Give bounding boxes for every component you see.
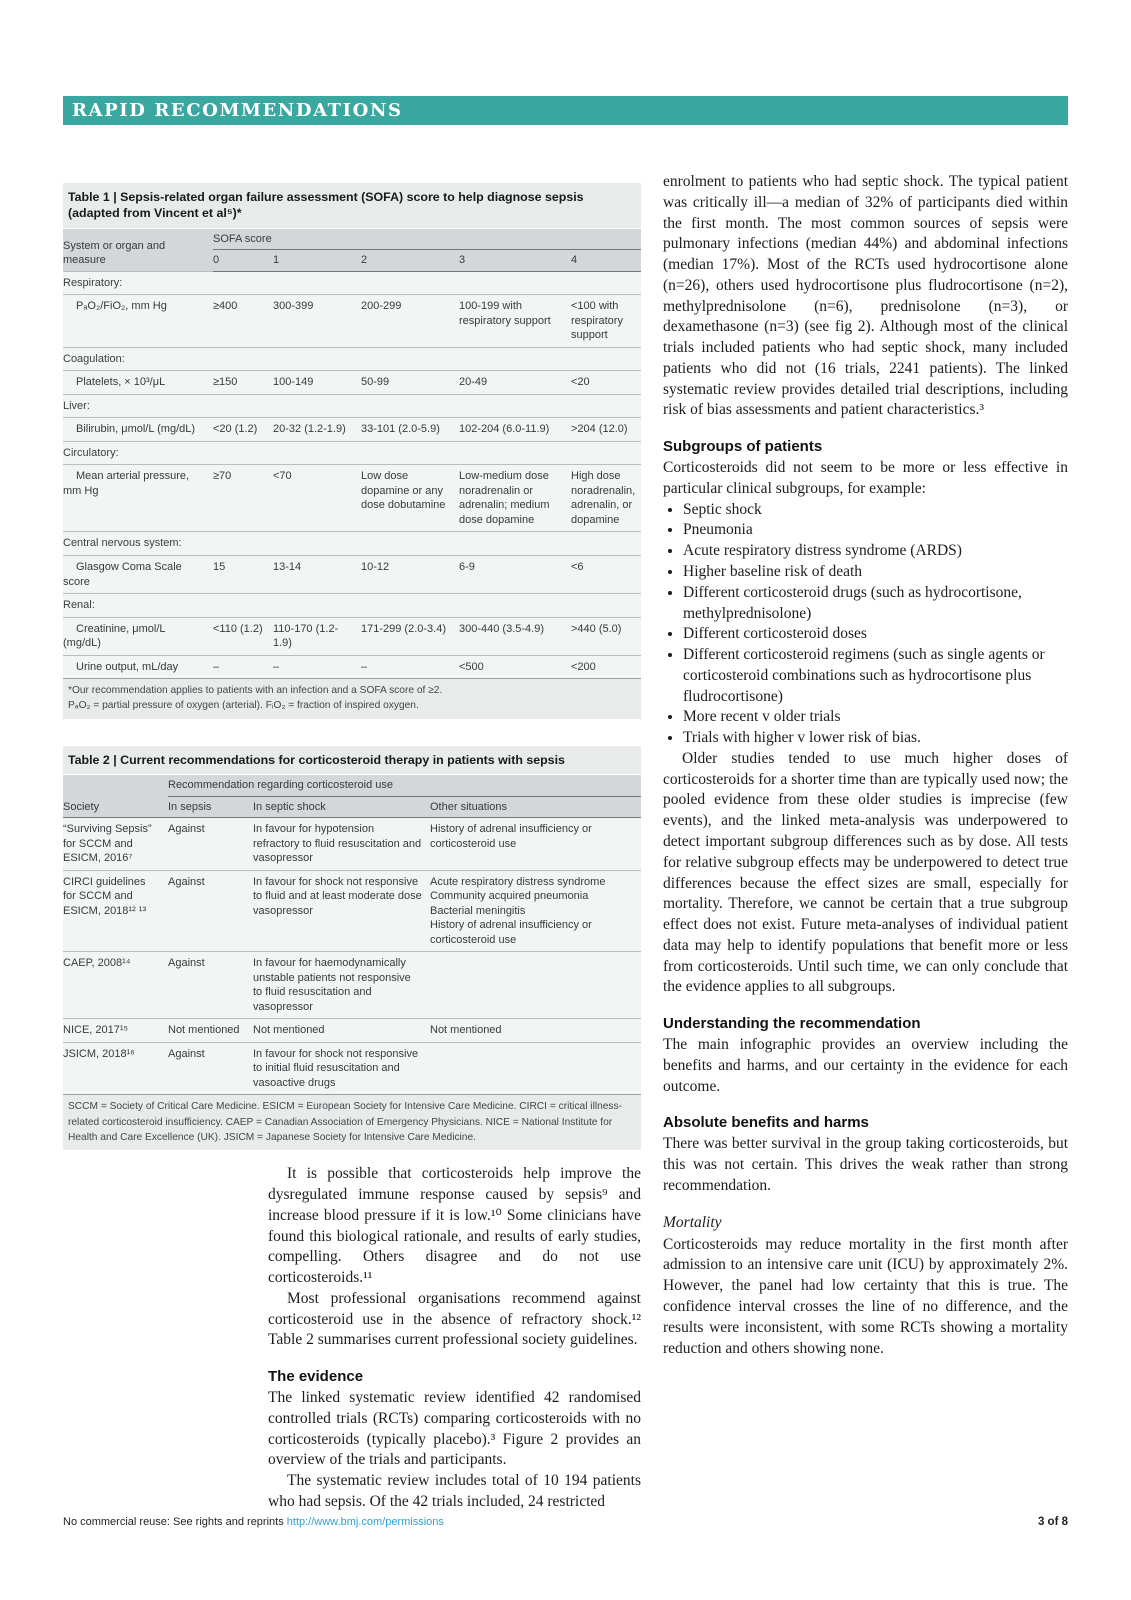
section-label: Circulatory:	[63, 441, 641, 465]
table-cell: 20-32 (1.2-1.9)	[273, 418, 361, 442]
table-cell: 13-14	[273, 556, 361, 594]
bullet-item: • Different corticosteroid drugs (such as hydrocortisone, methylprednisolone)	[683, 583, 1068, 625]
bullet-item: • Different corticosteroid doses	[683, 624, 1068, 645]
section-label: Coagulation:	[63, 347, 641, 371]
score-col-header: 1	[273, 250, 361, 272]
other-situations-cell: History of adrenal insufficiency or corticosteroid use	[430, 818, 641, 871]
header-spacer	[63, 775, 168, 796]
subgroup-bullets	[683, 500, 1068, 749]
body-paragraph: It is possible that corticosteroids help improve the dysregulated immune response caused by sepsis⁹ and increase blood pressure if it is low.¹⁰ Some clinicians have found this biological rationale, and results of early studies, compelling. Others disagree and do not use corticosteroids.¹¹	[268, 1165, 641, 1287]
right-column	[663, 172, 1068, 1359]
table1	[63, 183, 641, 719]
left-text-block	[268, 1164, 641, 1512]
table-cell: 110-170 (1.2-1.9)	[273, 617, 361, 655]
in-septic-shock-cell: In favour for haemodynamically unstable patients not responsive to fluid resuscitation and vasopressor	[253, 952, 430, 1019]
table2-body	[63, 818, 641, 1095]
table-cell: 100-199 with respiratory support	[459, 295, 571, 348]
row-label: PₐO₂/FiO₂, mm Hg	[63, 295, 213, 348]
section-heading-subgroups: Subgroups of patients	[663, 438, 823, 456]
table-footnote: SCCM = Society of Critical Care Medicine. ESICM = European Society for Intensive Care Medicine. CIRCI = critical illness-related corticosteroid insufficiency. CAEP = Canadian Association of Emergency Physicians. NICE = National Institute for Health and Care Excellence (UK). JSICM = Japanese Society for Intensive Care Medicine.	[68, 1101, 623, 1143]
table-cell: <20	[571, 371, 641, 395]
table-cell: 10-12	[361, 556, 459, 594]
body-paragraph: Corticosteroids may reduce mortality in the first month after admission to an intensive care unit (ICU) by approximately 2%. However, the panel had low certainty that this is true. The confidence interval crosses the line of no difference, and the results were inconsistent, with some RCTs showing a mortality reduction and others showing none.	[663, 1235, 1068, 1357]
table-cell: Low-medium dose noradrenalin or adrenalin; medium dose dopamine	[459, 465, 571, 532]
table-cell: –	[273, 655, 361, 678]
society-cell: CAEP, 2008¹⁴	[63, 952, 168, 1019]
in-septic-shock-cell: Not mentioned	[253, 1019, 430, 1043]
other-situations-cell	[430, 1042, 641, 1094]
section-heading-benefits: Absolute benefits and harms	[663, 1114, 869, 1132]
row-label: Bilirubin, μmol/L (mg/dL)	[63, 418, 213, 442]
page-number: 3 of 8	[1037, 1516, 1068, 1528]
bullet-item: • Acute respiratory distress syndrome (ARDS)	[683, 541, 1068, 562]
table2-grid	[63, 775, 641, 1094]
table-cell: 300-399	[273, 295, 361, 348]
column-header: In sepsis	[168, 796, 253, 818]
table-cell: <100 with respiratory support	[571, 295, 641, 348]
table-cell: 200-299	[361, 295, 459, 348]
other-situations-cell: Acute respiratory distress syndrome Community acquired pneumonia Bacterial meningitis History of adrenal insufficiency or corticosteroid use	[430, 870, 641, 952]
table1-data-row	[63, 617, 641, 655]
table2-group-header-row	[63, 775, 641, 796]
table1-data-row	[63, 295, 641, 348]
section-label: Central nervous system:	[63, 532, 641, 556]
in-sepsis-cell: Against	[168, 1042, 253, 1094]
body-paragraph: There was better survival in the group taking corticosteroids, but this was not certain. This drives the weak rather than strong recommendation.	[663, 1135, 1068, 1194]
body-paragraph: The linked systematic review identified 42 randomised controlled trials (RCTs) comparing corticosteroids with no corticosteroids (typically placebo).³ Figure 2 provides an overview of the trials and participants.	[268, 1389, 641, 1469]
section-heading-evidence: The evidence	[268, 1368, 364, 1386]
table-cell: –	[213, 655, 273, 678]
section-label: Liver:	[63, 394, 641, 418]
body-paragraph: Older studies tended to use much higher doses of corticosteroids for a shorter time than are typically used now; the pooled evidence from these older studies is imprecise (few events), and the linked meta-analysis was underpowered to detect important subgroup differences such as by dose. All tests for relative subgroup effects may be underpowered to detect true differences because the effect sizes are small, especially for mortality. Therefore, we cannot be certain that a true subgroup effect does not exist. Future meta-analyses of individual patient data may help to identify populations that benefit more or less from corticosteroids. Until such time, we can only conclude that the evidence applies to all subgroups.	[663, 749, 1068, 996]
row-label: Platelets, × 10³/μL	[63, 371, 213, 395]
table-cell: ≥150	[213, 371, 273, 395]
table-cell: 33-101 (2.0-5.9)	[361, 418, 459, 442]
table2	[63, 746, 641, 1151]
section-label: Renal:	[63, 594, 641, 618]
table1-section-row	[63, 441, 641, 465]
group-header: SOFA score	[213, 229, 641, 250]
bullet-item: • Pneumonia	[683, 520, 1068, 541]
column-header: System or organ and measure	[63, 229, 213, 272]
table1-footnotes	[63, 678, 641, 719]
group-header: Recommendation regarding corticosteroid use	[168, 775, 641, 796]
table2-row	[63, 952, 641, 1019]
table2-row	[63, 870, 641, 952]
table-cell: Low dose dopamine or any dose dobutamine	[361, 465, 459, 532]
in-sepsis-cell: Against	[168, 952, 253, 1019]
table-cell: <70	[273, 465, 361, 532]
in-septic-shock-cell: In favour for shock not responsive to initial fluid resuscitation and vasoactive drugs	[253, 1042, 430, 1094]
page-footer	[63, 1516, 1068, 1528]
table1-section-row	[63, 532, 641, 556]
table1-section-row	[63, 394, 641, 418]
table-cell: <500	[459, 655, 571, 678]
table1-section-row	[63, 347, 641, 371]
table-cell: 6-9	[459, 556, 571, 594]
table-cell: –	[361, 655, 459, 678]
bullet-item: • Septic shock	[683, 500, 1068, 521]
section-heading-understanding: Understanding the recommendation	[663, 1015, 921, 1033]
section-label: Respiratory:	[63, 271, 641, 295]
table1-section-row	[63, 594, 641, 618]
table-cell: ≥400	[213, 295, 273, 348]
table-cell: <20 (1.2)	[213, 418, 273, 442]
in-septic-shock-cell: In favour for shock not responsive to fluid and at least moderate dose vasopressor	[253, 870, 430, 952]
society-cell: CIRCI guidelines for SCCM and ESICM, 2018¹² ¹³	[63, 870, 168, 952]
in-sepsis-cell: Against	[168, 870, 253, 952]
table2-title: Table 2 | Current recommendations for corticosteroid therapy in patients with sepsis	[63, 746, 641, 774]
table2-row	[63, 1042, 641, 1094]
table-cell: 300-440 (3.5-4.9)	[459, 617, 571, 655]
table1-data-row	[63, 371, 641, 395]
table2-footnotes	[63, 1094, 641, 1150]
body-paragraph: Corticosteroids did not seem to be more or less effective in particular clinical subgroups, for example:	[663, 459, 1068, 497]
score-col-header: 0	[213, 250, 273, 272]
column-header: Society	[63, 796, 168, 818]
table2-row	[63, 818, 641, 871]
left-column	[63, 183, 641, 1513]
row-label: Urine output, mL/day	[63, 655, 213, 678]
row-label: Mean arterial pressure, mm Hg	[63, 465, 213, 532]
table-cell: <6	[571, 556, 641, 594]
table2-header-row	[63, 796, 641, 818]
in-sepsis-cell: Against	[168, 818, 253, 871]
footer-note	[63, 1516, 444, 1528]
bullet-item: • Different corticosteroid regimens (such as single agents or corticosteroid combinations such as hydrocortisone plus fludrocortisone)	[683, 645, 1068, 707]
table1-title: Table 1 | Sepsis-related organ failure assessment (SOFA) score to help diagnose sepsis (adapted from Vincent et al⁵)*	[63, 183, 641, 228]
permissions-link[interactable]: http://www.bmj.com/permissions	[286, 1516, 444, 1528]
reuse-text: No commercial reuse: See rights and reprints	[63, 1516, 284, 1528]
table-cell: 50-99	[361, 371, 459, 395]
society-cell: NICE, 2017¹⁵	[63, 1019, 168, 1043]
table1-section-row	[63, 271, 641, 295]
table-footnote: *Our recommendation applies to patients with an infection and a SOFA score of ≥2.	[68, 685, 443, 697]
table-cell: 100-149	[273, 371, 361, 395]
banner-title: RAPID RECOMMENDATIONS	[72, 100, 403, 121]
score-col-header: 4	[571, 250, 641, 272]
society-cell: “Surviving Sepsis” for SCCM and ESICM, 2016⁷	[63, 818, 168, 871]
table1-header-row	[63, 229, 641, 250]
table1-body	[63, 271, 641, 678]
table1-data-row	[63, 465, 641, 532]
other-situations-cell	[430, 952, 641, 1019]
table1-data-row	[63, 418, 641, 442]
row-label: Glasgow Coma Scale score	[63, 556, 213, 594]
in-septic-shock-cell: In favour for hypotension refractory to fluid resuscitation and vasopressor	[253, 818, 430, 871]
body-paragraph: enrolment to patients who had septic shock. The typical patient was critically ill—a median of 32% of participants died within the first month. The most common sources of sepsis were pulmonary infections (median 44%) and abdominal infections (median 17%). Most of the RCTs used hydrocortisone alone (n=26), others used hydrocortisone plus fludrocortisone (n=2), methylprednisolone (n=6), prednisolone (n=3), or dexamethasone (n=3) (see fig 2). Although most of the clinical trials included patients who had septic shock, many included patients who did not (16 trials, 2241 patients). The linked systematic review provides detailed trial descriptions, including risk of bias assessments and patient characteristics.³	[663, 173, 1068, 419]
other-situations-cell: Not mentioned	[430, 1019, 641, 1043]
row-label: Creatinine, μmol/L (mg/dL)	[63, 617, 213, 655]
table-cell: 15	[213, 556, 273, 594]
table-cell: High dose noradrenalin, adrenalin, or dopamine	[571, 465, 641, 532]
table1-data-row	[63, 655, 641, 678]
table-cell: 20-49	[459, 371, 571, 395]
table-footnote: PₐO₂ = partial pressure of oxygen (arterial). FᵢO₂ = fraction of inspired oxygen.	[68, 700, 419, 712]
in-sepsis-cell: Not mentioned	[168, 1019, 253, 1043]
bullet-item: • Trials with higher v lower risk of bias.	[683, 728, 1068, 749]
table-cell: >204 (12.0)	[571, 418, 641, 442]
column-header: In septic shock	[253, 796, 430, 818]
bullet-item: • Higher baseline risk of death	[683, 562, 1068, 583]
society-cell: JSICM, 2018¹⁶	[63, 1042, 168, 1094]
score-col-header: 2	[361, 250, 459, 272]
subsection-heading-mortality: Mortality	[663, 1213, 722, 1231]
table-cell: 171-299 (2.0-3.4)	[361, 617, 459, 655]
body-paragraph: Most professional organisations recommend against corticosteroid use in the absence of refractory shock.¹² Table 2 summarises current professional society guidelines.	[268, 1289, 641, 1349]
table2-row	[63, 1019, 641, 1043]
table-cell: ≥70	[213, 465, 273, 532]
body-paragraph: The systematic review includes total of 10 194 patients who had sepsis. Of the 42 trials included, 24 restricted	[268, 1472, 641, 1510]
body-paragraph: The main infographic provides an overview including the benefits and harms, and our certainty in the evidence for each outcome.	[663, 1036, 1068, 1095]
score-col-header: 3	[459, 250, 571, 272]
table1-data-row	[63, 556, 641, 594]
banner	[63, 96, 1068, 125]
table-cell: <200	[571, 655, 641, 678]
table-cell: >440 (5.0)	[571, 617, 641, 655]
table-cell: <110 (1.2)	[213, 617, 273, 655]
table-cell: 102-204 (6.0-11.9)	[459, 418, 571, 442]
table1-grid	[63, 229, 641, 678]
bullet-item: • More recent v older trials	[683, 707, 1068, 728]
column-header: Other situations	[430, 796, 641, 818]
